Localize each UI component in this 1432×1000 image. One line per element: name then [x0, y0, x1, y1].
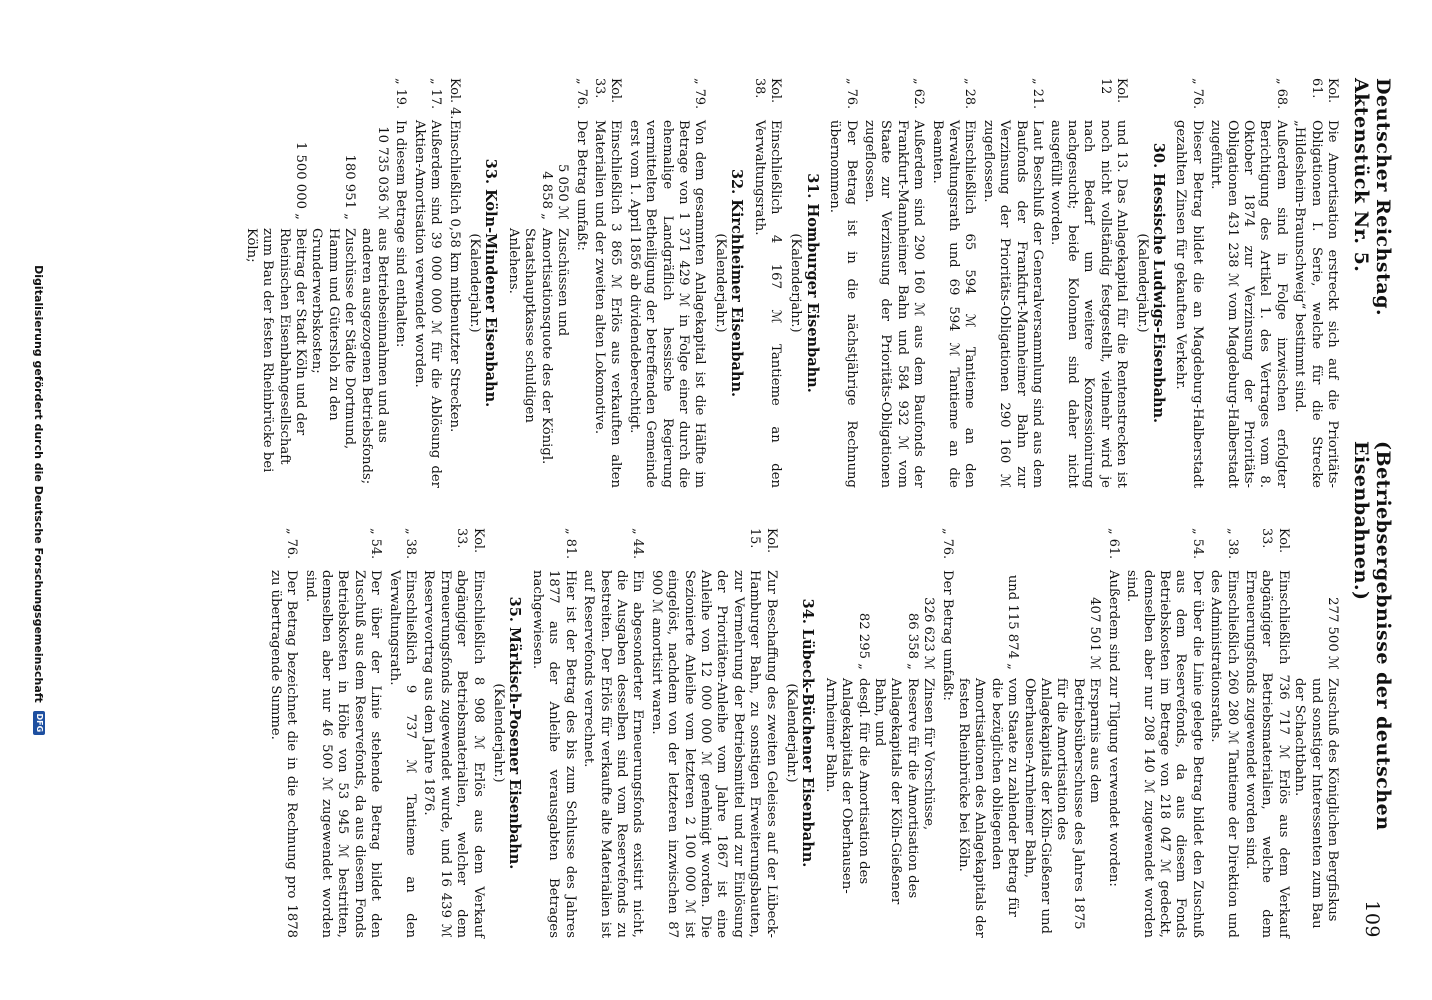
note-entry: [928, 78, 977, 488]
dfg-logo: DFG: [33, 711, 45, 735]
header-right: (Betriebsergebnisse der deutschen Eisenbahnen.): [1350, 441, 1394, 831]
note-text: Einschließlich 4 167 ℳ Tantieme an den Verwaltungsrath.: [751, 120, 783, 488]
note-text: Einschließlich 8 908 ℳ Erlös aus dem Verkauf abgängiger Betriebsmaterialien, welcher dem Erneuerungsfonds zugewendet wurde, und 16 439 ℳ Reservevortrag aus dem Jahre 1876.: [421, 570, 486, 938]
note-entry: [1047, 78, 1129, 488]
column-reference: „ 81.: [562, 528, 578, 560]
column-reference: Kol. 33.: [591, 78, 624, 104]
page-number: 109: [1361, 900, 1383, 938]
amount-row: [242, 78, 308, 488]
column-reference: „ 21.: [1030, 78, 1046, 110]
amount-description: Zinsen für Vorschüsse,: [921, 678, 937, 831]
column-reference: Kol. 12: [1097, 78, 1130, 104]
section-subheading: (Kalenderjahr.): [712, 233, 728, 333]
column-reference: „ 76.: [284, 528, 300, 560]
note-entry: [301, 528, 383, 938]
amount-value: 86 358 „: [904, 612, 920, 670]
amount-value: 180 951 „: [342, 154, 358, 220]
amount-value: 326 623 ℳ: [921, 597, 937, 670]
note-entry: [861, 78, 927, 488]
note-text: Außerdem sind zur Tilgung verwendet worden:: [1105, 570, 1121, 887]
note-text: Der Betrag umfaßt:: [573, 120, 589, 251]
note-text: Hier ist der Betrag des bis zum Schlusse des Jahres 1877 aus der Anleihe verausgabten Betrages nachgewiesen.: [529, 570, 578, 938]
column-reference: „ 44.: [630, 528, 646, 560]
section-subheading: (Kalenderjahr.): [784, 683, 799, 783]
section-heading: 32. Kirchheimer Eisenbahn.: [728, 168, 746, 398]
note-entry: [826, 78, 859, 488]
note-entry: [445, 78, 461, 488]
note-entry: [580, 528, 646, 938]
column-reference: „ 38.: [1224, 528, 1240, 560]
section-subheading: (Kalenderjahr.): [491, 683, 507, 783]
section-heading: 33. Köln-Mindener Eisenbahn.: [482, 158, 500, 408]
column-reference: „ 68.: [1273, 78, 1289, 110]
amount-description: Reserve für die Amortisation des Anlagekapitals der Köln-Gießener Bahn, und: [872, 678, 920, 905]
amount-row: [821, 528, 870, 938]
note-entry: [1291, 78, 1340, 488]
note-entry: [750, 78, 783, 488]
note-text: In diesem Betrage sind enthalten:: [393, 120, 409, 348]
note-entry: [625, 78, 707, 488]
page-header: [1352, 78, 1392, 938]
column-reference: „ 76.: [843, 78, 859, 110]
amount-description: vom Staate zu zahlender Betrag für die bezüglichen obliegenden Amortisationen des Anlagekapitals der festen Rheinbrücke bei Köln.: [956, 678, 1021, 938]
column-reference: Kol. 33.: [454, 528, 486, 554]
note-text: Der über der Linie stehende Betrag bildet den Zuschuß aus dem Reservefonds, da aus diesem Fonds Betriebskosten in Höhe von 53 945 ℳ bestritten, demselben aber nur 46 500 ℳ zugewendet worden sind.: [302, 570, 384, 938]
column-reference: „ 17.: [428, 78, 444, 110]
column-reference: „ 76.: [939, 528, 955, 560]
column-reference: „ 76.: [1189, 78, 1205, 110]
section-heading: 30. Hessische Ludwigs-Eisenbahn.: [1149, 142, 1167, 424]
column-reference: Kol. 4.: [446, 78, 462, 120]
amount-value: 10 735 036 ℳ: [375, 126, 391, 220]
amount-description: Zuschüsse der Städte Dortmund, Hamm und Gütersloh zu den Grunderwerbskosten;: [309, 228, 358, 450]
section-subheading: (Kalenderjahr.): [788, 233, 804, 333]
note-entry: [1104, 528, 1120, 938]
column-reference: „ 62.: [911, 78, 927, 110]
column-reference: Kol. 33.: [1259, 528, 1291, 554]
note-entry: [385, 528, 418, 938]
note-entry: [591, 78, 624, 488]
note-text: Ein abgesonderter Erneuerungsfonds existirt nicht, die Ausgaben desselben sind vom Reservefonds zu bestreiten. Der Erlös für verkaufte alte Materialien ist auf Reservefonds verrechnet.: [581, 570, 646, 938]
amount-row: [1291, 528, 1340, 938]
note-text: Einschließlich 260 280 ℳ Tantieme der Direktion und des Administrationsraths.: [1208, 570, 1240, 938]
note-entry: [420, 528, 486, 938]
amount-row: [871, 528, 920, 938]
note-text: Einschließlich 736 717 ℳ Erlös aus dem Verkauf abgängiger Betriebsmaterialien, welche dem Erneuerungsfonds zugewendet worden sind.: [1242, 570, 1291, 938]
column-reference: „ 76.: [573, 78, 589, 110]
amount-value: 407 501 ℳ: [1087, 597, 1103, 670]
section-heading: 34. Lübeck-Büchener Eisenbahn.: [799, 598, 817, 868]
left-column: [242, 78, 1340, 488]
amount-value: 1 500 000 „: [293, 141, 309, 220]
note-text: Zur Beschaffung des zweiten Geleises auf der Lübeck-Hamburger Bahn, zu sonstigen Erweiterungsbauten, zur Vermehrung der Betriebsmittel und zur Einlösung der Prioritäten-Anleihe vom Jahre 1867 ist eine Anleihe von 12 000 000 ℳ genehmigt worden. Die Sezionierte Anleihe vom letzteren 2 100 000 ℳ ist eingelöst, nachdem von der letzteren inzwischen 87 900 ℳ amortisirt waren.: [648, 570, 779, 938]
column-reference: Kol. 15.: [747, 528, 779, 554]
note-text: Einschließlich 65 594 ℳ Tantieme an den Verwaltungsrath und 69 594 ℳ Tantieme an die Beamten.: [929, 120, 978, 488]
amount-description: Amortisationsquote des der Königl. Staatshauptkasse schuldigen Anlehens.: [505, 228, 554, 465]
note-entry: [1172, 78, 1205, 488]
amount-row: [554, 78, 570, 488]
note-text: Außerdem sind in Folge inzwischen erfolgter Berichtigung des Artikel 1. des Vertrages vom 8. Oktober 1874 zur Verzinsung der Prioritäts-Obligationen 431 238 ℳ vom Magdeburg-Halberstadt zugeführt.: [1208, 120, 1289, 488]
note-entry: [647, 528, 778, 938]
right-column: [264, 528, 1340, 938]
amount-description: aus Betriebseinnahmen und aus anderen ausgezogenen Betriebsfonds;: [358, 228, 391, 485]
amount-description: Zuschüssen und: [555, 228, 571, 337]
note-entry: [938, 528, 954, 938]
column-reference: „ 54.: [1189, 528, 1205, 560]
amount-value: 277 500 ℳ: [1325, 597, 1340, 670]
column-reference: Kol. 61.: [1308, 78, 1340, 104]
note-text: Außerdem sind 39 000 000 ℳ für die Ablösung der Aktien-Amortisation verwendet worden.: [411, 120, 444, 488]
note-text: Dieser Betrag bildet die an Magdeburg-Halberstadt gezahlten Zinsen für gekauften Verkehr.: [1173, 120, 1205, 488]
note-text: Einschließlich 3 865 ℳ Erlös aus verkauften alten Materialien und der zweiten alten Lokomotive.: [591, 120, 624, 488]
note-entry: [392, 78, 408, 488]
section-heading: 31. Homburger Eisenbahn.: [803, 173, 821, 393]
column-reference: „ 19.: [393, 78, 409, 110]
column-reference: „ 54.: [368, 528, 384, 560]
amount-row: [955, 528, 1021, 938]
amount-description: Ersparnis aus dem Betriebsüberschusse des Jahres 1875 für die Amortisation des Anlagekapitals der Köln-Gießener und Oberhausen-Arnheimer Bahn,: [1021, 678, 1103, 934]
note-text: Außerdem sind 290 160 ℳ aus dem Baufonds der Frankfurt-Mannheimer Bahn und 584 932 ℳ vom Staate zur Verzinsung der Prioritäts-Obligationen zugeflossen.: [862, 120, 927, 488]
amount-row: [357, 78, 390, 488]
footer-text: Digitalisierung gefördert durch die Deutsche Forschungsgemeinschaft: [32, 265, 46, 703]
amount-value: 82 295 „: [855, 612, 871, 670]
page-body: [92, 78, 1392, 938]
note-text: Die Amortisation erstreckt sich auf die Prioritäts-Obligationen I. Serie, welche für die Strecke „Hildesheim-Braunschweig“ bestimmt sind.: [1292, 120, 1340, 488]
amount-value: 4 858 „: [538, 171, 554, 220]
note-entry: [979, 78, 1045, 488]
amount-description: Zuschuß des Königlichen Bergfiskus und sonstiger Interessenten zum Bau der Schachtbahn.: [1292, 678, 1340, 929]
note-entry: [410, 78, 443, 488]
note-text: Einschließlich 9 737 ℳ Tantieme an den Verwaltungsrath.: [386, 570, 419, 938]
amount-description: Beitrag der Stadt Köln und der Rheinischen Eisenbahngesellschaft zum Bau der festen Rheinbrücke bei Köln;: [243, 228, 309, 473]
column-reference: „ 38.: [403, 528, 419, 560]
note-entry: [1207, 78, 1289, 488]
amount-row: [1020, 528, 1102, 938]
note-text: Der über die Linie gelegte Betrag bildet den Zuschuß aus dem Reservefonds, da aus diesem Fonds Betriebskosten im Betrage von 218 047 ℳ gedeckt, demselben aber nur 208 140 ℳ zugewendet worden sind.: [1124, 570, 1205, 938]
amount-value: und 115 874 „: [1005, 574, 1021, 670]
note-text: und 13. Das Anlagekapital für die Rentenstrecken ist noch nicht vollständig festgestellt, vielmehr wird je nach Bedarf um weitere Konzessionirung nachgesucht; beide Kolonnen sind daher nicht ausgefüllt worden.: [1048, 120, 1130, 488]
note-text: Der Betrag umfaßt:: [939, 570, 955, 701]
header-left: Deutscher Reichstag. Aktenstück Nr. 5.: [1350, 78, 1394, 317]
amount-row: [920, 528, 936, 938]
column-reference: „ 28.: [962, 78, 978, 110]
column-reference: Kol. 38.: [751, 78, 783, 104]
section-subheading: (Kalenderjahr.): [1134, 233, 1150, 333]
note-entry: [1207, 528, 1240, 938]
section-heading: 35. Märkisch-Posener Eisenbahn.: [506, 596, 524, 870]
amount-row: [308, 78, 357, 488]
note-entry: [529, 528, 578, 938]
amount-value: 5 050 ℳ: [555, 163, 571, 220]
note-entry: [572, 78, 588, 488]
column-reference: „ 61.: [1105, 528, 1121, 560]
amount-description: desgl. für die Amortisation des Anlagekapitals der Oberhausen-Arnheimer Bahn.: [822, 678, 871, 894]
section-subheading: (Kalenderjahr.): [467, 233, 483, 333]
note-entry: [266, 528, 299, 938]
amount-row: [505, 78, 554, 488]
note-entry: [1123, 528, 1205, 938]
note-text: Einschließlich 0,58 km mitbenutzter Strecken.: [446, 120, 462, 433]
note-text: Der Betrag ist in die nächstjährige Rechnung übernommen.: [827, 120, 859, 488]
note-entry: [1242, 528, 1291, 938]
note-text: Der Betrag bezeichnet die in die Rechnung pro 1878 zu übertragende Summe.: [267, 570, 300, 938]
note-text: Von dem gesammten Anlagekapital ist die Hälfte im Betrage von 1 371 429 ℳ in Folge einer durch die ehemalige Landgräflich hessische Regierung vermittelten Betheiligung der betreffenden Gemeinde erst vom 1. April 1856 ab dividendeberechtigt.: [626, 120, 708, 488]
column-reference: „ 79.: [692, 78, 708, 110]
footer: [27, 0, 51, 1000]
note-text: Laut Beschluß der Generalversammlung sind aus dem Baufonds der Frankfurt-Mannheimer Bahn zur Verzinsung der Prioritäts-Obligationen 290 160 ℳ zugeflossen.: [980, 120, 1046, 488]
